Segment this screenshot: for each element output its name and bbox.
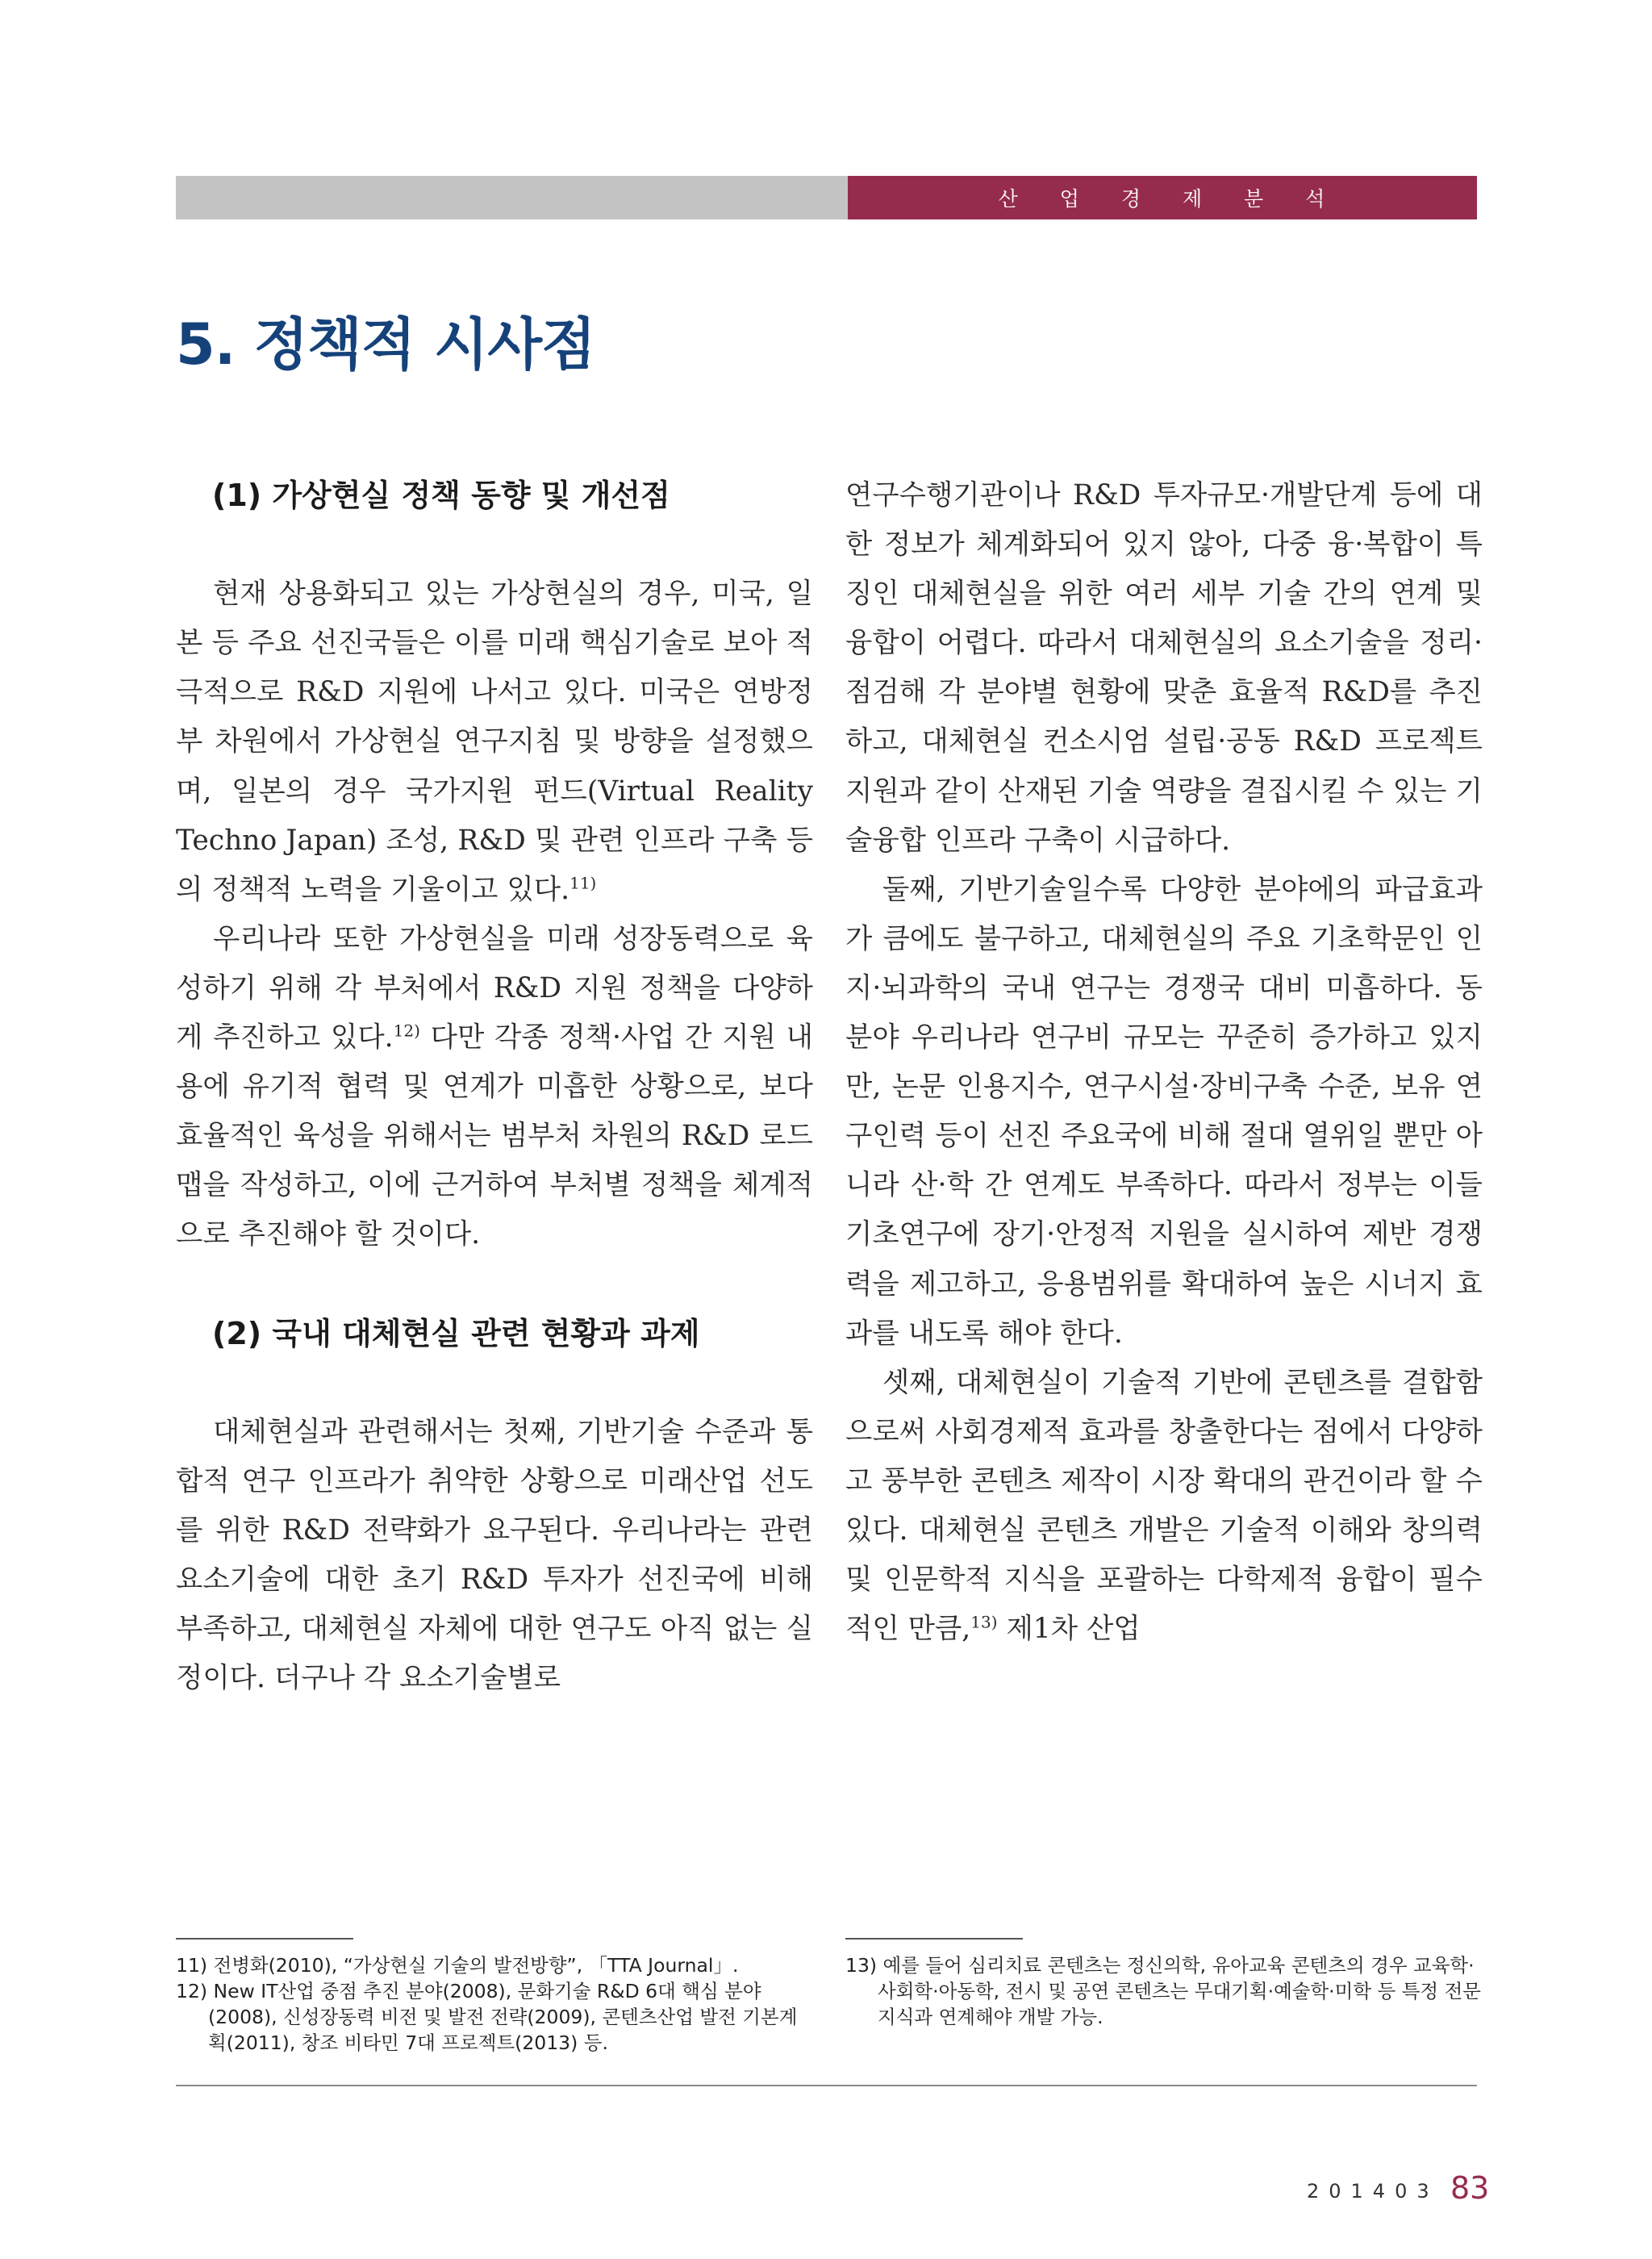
subhead-vr-policy: (1) 가상현실 정책 동향 및 개선점 xyxy=(212,478,670,513)
footnote-divider xyxy=(176,1938,353,1940)
paragraph: 둘째, 기반기술일수록 다양한 분야에의 파급효과가 큼에도 불구하고, 대체현실의 주요 기초학문인 인지·뇌과학의 국내 연구는 경쟁국 대비 미흡하다. 동 분야 우리나라 연구비 규모는 꾸준히 증가하고 있지만, 논문 인용지수, 연구시설·장비구축 수준, 보유 연구인력 등이 선진 주요국에 비해 절대 열위일 뿐만 아니라 산·학 간 연계도 부족하다. 따라서 정부는 이들 기초연구에 장기·안정적 지원을 실시하여 제반 경쟁력을 제고하고, 응용범위를 확대하여 높은 시너지 효과를 내도록 해야 한다. xyxy=(845,873,1483,1350)
page-title: 5. 정책적 시사점 xyxy=(176,311,595,378)
footnote-ref: 13) xyxy=(970,1612,998,1632)
footnotes-left xyxy=(176,1952,813,2056)
header-bar-gray xyxy=(176,176,848,219)
bottom-divider xyxy=(176,2085,1477,2086)
page-number: 83 xyxy=(1450,2170,1490,2206)
paragraph: 연구수행기관이나 R&D 투자규모·개발단계 등에 대한 정보가 체계화되어 있지 않아, 다중 융·복합이 특징인 대체현실을 위한 여러 세부 기술 간의 연계 및 융합이 어렵다. 따라서 대체현실의 요소기술을 정리·점검해 각 분야별 현황에 맞춘 효율적 R&D를 추진하고, 대체현실 컨소시엄 설립·공동 R&D 프로젝트 지원과 같이 산재된 기술 역량을 결집시킬 수 있는 기술융합 인프라 구축이 시급하다. xyxy=(845,479,1483,857)
footnote: 13) 예를 들어 심리치료 콘텐츠는 정신의학, 유아교육 콘텐츠의 경우 교육학·사회학·아동학, 전시 및 공연 콘텐츠는 무대기획·예술학·미학 등 특정 전문지식과 연계해야 개발 가능. xyxy=(845,1954,1481,2028)
paragraph: 현재 상용화되고 있는 가상현실의 경우, 미국, 일본 등 주요 선진국들은 이를 미래 핵심기술로 보아 적극적으로 R&D 지원에 나서고 있다. 미국은 연방정부 차원에서 가상현실 연구지침 및 방향을 설정했으며, 일본의 경우 국가지원 펀드(Virtual Reality Techno Japan) 조성, R&D 및 관련 인프라 구축 등의 정책적 노력을 기울이고 있다.$^{11)}$ xyxy=(176,578,813,906)
paragraph: 대체현실과 관련해서는 첫째, 기반기술 수준과 통합적 연구 인프라가 취약한 상황으로 미래산업 선도를 위한 R&D 전략화가 요구된다. 우리나라는 관련 요소기술에 대한 초기 R&D 투자가 선진국에 비해 부족하고, 대체현실 자체에 대한 연구도 아직 없는 실정이다. 더구나 각 요소기술별로 xyxy=(176,1415,813,1695)
issue-date: 201403 xyxy=(1307,2180,1439,2203)
section-label: 산 업 경 제 분 석 xyxy=(848,176,1477,219)
footnote-ref: 12) xyxy=(393,1021,420,1041)
subhead-alt-reality: (2) 국내 대체현실 관련 현황과 과제 xyxy=(212,1315,700,1351)
footnote-divider xyxy=(845,1938,1023,1940)
right-column xyxy=(845,471,1483,1654)
paragraph: 우리나라 또한 가상현실을 미래 성장동력으로 육성하기 위해 각 부처에서 R&D 지원 정책을 다양하게 추진하고 있다.$^{12)}$ 다만 각종 정책·사업 간 지원 내용에 유기적 협력 및 연계가 미흡한 상황으로, 보다 효율적인 육성을 위해서는 범부처 차원의 R&D 로드맵을 작성하고, 이에 근거하여 부처별 정책을 체계적으로 추진해야 할 것이다. xyxy=(176,922,813,1251)
footnotes-right xyxy=(845,1952,1483,2030)
footnote-ref: 11) xyxy=(569,873,597,893)
footnote: 11) 전병화(2010), “가상현실 기술의 발전방향”, 「TTA Journal」. xyxy=(176,1954,739,1977)
paragraph: 셋째, 대체현실이 기술적 기반에 콘텐츠를 결합함으로써 사회경제적 효과를 창출한다는 점에서 다양하고 풍부한 콘텐츠 제작이 시장 확대의 관건이라 할 수 있다. 대체현실 콘텐츠 개발은 기술적 이해와 창의력 및 인문학적 지식을 포괄하는 다학제적 융합이 필수적인 만큼,$^{13)}$ 제1차 산업 xyxy=(845,1366,1483,1646)
left-column xyxy=(176,471,813,1703)
footnote: 12) New IT산업 중점 추진 분야(2008), 문화기술 R&D 6대 핵심 분야(2008), 신성장동력 비전 및 발전 전략(2009), 콘텐츠산업 발전 기본계획(2011), 창조 비타민 7대 프로젝트(2013) 등. xyxy=(176,1980,798,2054)
